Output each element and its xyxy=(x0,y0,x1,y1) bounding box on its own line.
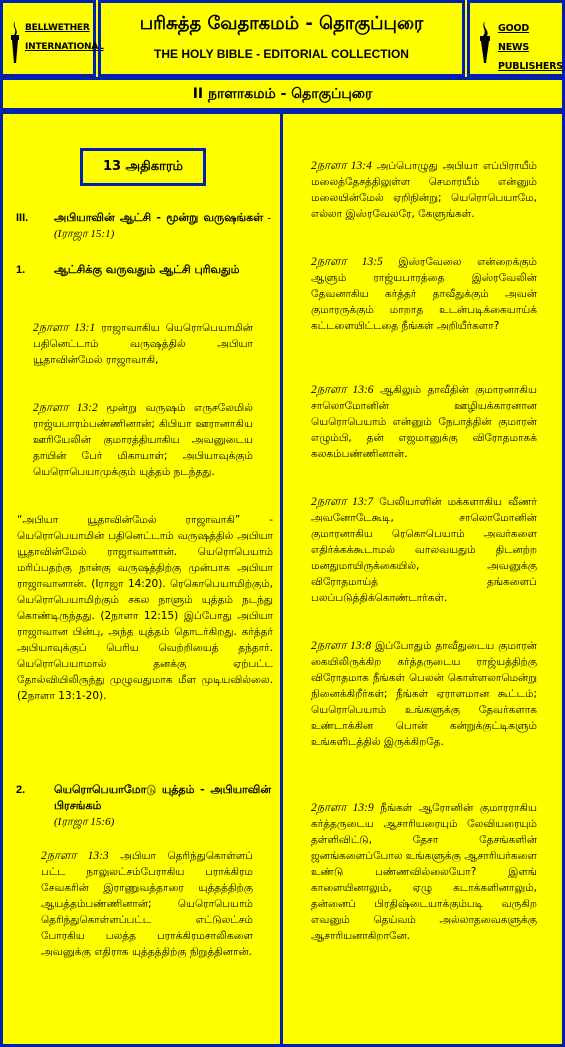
paragraph-text: நீங்கள் ஆரோனின் குமாரராகிய கர்த்தருடைய ஆசாரியரையும் லேவியரையும் தள்ளிவிட்டு, தேசா தேசங்களின் ஜனங்களைப்போல உங்களுக்கு ஆசாரியர்களை உண்டு பண்ணவில்லையோ? இளங் காளையினாலும், ஏழு கடாக்களினாலும், தன்னைப் பிரதிஷ்டையாக்கும்படி வருகிற எவனும் தெய்வம் அல்லாதவைகளுக்கு ஆசாரியனாகிறானே. xyxy=(311,802,537,942)
paragraph-text: அப்பொழுது அபியா எப்பிராயீம் மலைத்தேசத்திலுள்ள செமாரயீம் என்னும் மலையின்மேல் ஏறிநின்று; யெரொபெயாமே, எல்லா இஸ்ரவேலரே, கேளுங்கள். xyxy=(311,160,537,220)
verse-ref: 2நாளா 13:9 xyxy=(311,802,374,814)
bellwether-logo xyxy=(3,15,104,71)
section-number: III. xyxy=(16,212,29,224)
tamil-title: பரிசுத்த வேதாகமம் - தொகுப்புரை xyxy=(139,13,424,34)
subheading-1-text: ஆட்சிக்கு வருவதும் ஆட்சி புரிவதும் xyxy=(54,263,240,276)
logo-right-line2: PUBLISHERS xyxy=(498,61,563,72)
verse-ref: 2நாளா 13:5 xyxy=(311,256,383,268)
book-title: II நாளாகமம் - தொகுப்புரை xyxy=(192,86,373,102)
chapter-label: 13 அதிகாரம் xyxy=(80,148,206,186)
paragraph xyxy=(311,382,537,462)
paragraph xyxy=(33,320,253,368)
paragraph-text: ராஜாவாகிய யெரொபெயாமின் பதினெட்டாம் வருஷத்தில் அபியா யூதாவின்மேல் ராஜாவாகி, xyxy=(33,322,253,366)
paragraph xyxy=(41,848,253,960)
verse-ref: 2நாளா 13:6 xyxy=(311,384,374,396)
section-heading-text: அபியாவின் ஆட்சி - மூன்று வருஷங்கள் xyxy=(54,211,264,224)
verse-ref: 2நாளா 13:4 xyxy=(311,160,372,172)
right-column xyxy=(280,111,565,1047)
torch-icon xyxy=(476,21,494,65)
left-column xyxy=(0,111,283,1047)
logo-left-line1: BELLWETHER xyxy=(25,23,90,33)
subheading-2-text: யெரொபெயாமோடு யுத்தம் - அபியாவின் பிரசங்கம் xyxy=(54,783,271,812)
english-title: THE HOLY BIBLE - EDITORIAL COLLECTION xyxy=(154,47,409,61)
book-title-bar xyxy=(0,77,565,111)
paragraph xyxy=(311,638,537,750)
paragraph-text: இப்போதும் தாவீதுடைய குமாரன் கையிலிருக்கிற கர்த்தருடைய ராஜ்யத்திற்கு விரோதமாக நீங்கள் பெலன் கொள்ளலாமென்று நினைக்கிறீர்கள்; நீங்கள் ஏராளமான கூட்டம்; யெரொபெயாம் உங்களுக்கு தேவர்களாக உண்டாக்கின பொன் கன்றுக்குட்டிகளும் உங்களிடத்தில் இருக்கிறதே. xyxy=(311,640,537,748)
verse-ref: 2நாளா 13:7 xyxy=(311,496,374,508)
verse-ref: 2நாளா 13:1 xyxy=(33,322,96,334)
paragraph-text: “அபியா யூதாவின்மேல் ராஜாவாகி” - யெரொபெயாமின் பதினெட்டாம் வருஷத்தில் அபியா யூதாவின்மேல் ராஜாவானான். யெரொபெயாம் மரிப்பதற்கு நான்கு வருஷத்திற்கு முன்பாக அபியா ராஜாவானான். (Iராஜா 14:20). ரெகொபெயாமிற்கும், யெரொபெயாமிற்கும் சகல நாளும் யுத்தம் நடந்து கொண்டிருந்தது. (2நாளா 12:15) இப்போது அபியா ராஜாவான பின்பு, அந்த யுத்தம் தொடர்கிறது. கர்த்தர் அபியாவுக்குப் பெரிய வெற்றியைத் தந்தார். யெரொபெயாமால் தனக்கு ஏற்பட்ட தோல்வியிலிருந்து முழுவதுமாக மீள முடியவில்லை. (2நாளா 13:1-20). xyxy=(17,514,273,702)
subheading-2-number: 2. xyxy=(16,784,26,796)
paragraph xyxy=(311,800,537,944)
verse-ref: 2நாளா 13:8 xyxy=(311,640,372,652)
commentary-paragraph xyxy=(17,512,273,704)
paragraph-text: ஆகிலும் தாவீதின் குமாரனாகிய சாலொமோனின் ஊழியக்காரனான யெரொபெயாம் என்னும் நேபாத்தின் குமாரன் எழும்பி, தன் எஜமானுக்கு விரோதமாகக் கலகம்பண்ணினான். xyxy=(311,384,537,460)
verse-ref: 2நாளா 13:3 xyxy=(41,850,109,862)
torch-icon xyxy=(9,21,21,65)
paragraph-text: மூன்று வருஷம் எருசலேமில் ராஜ்யபாரம்பண்ணினான்; கிபியா ஊரானாகிய ஊரியேலின் குமாரத்தியாகிய அவனுடைய தாயின் பேர் மிகாயாள்; அபியாவுக்கும் யெரொபெயாமுக்கும் யுத்தம் நடந்தது. xyxy=(33,402,253,478)
subheading-1-number: 1. xyxy=(16,264,26,276)
logo-right-line1: GOOD NEWS xyxy=(498,23,530,53)
paragraph xyxy=(33,400,253,480)
section-heading-cite: - (Iராஜா 15:1) xyxy=(54,212,271,240)
header-left-panel xyxy=(0,0,104,77)
header-title-panel xyxy=(98,0,465,77)
paragraph xyxy=(311,254,537,334)
paragraph-text: அபியா தெரிந்துகொள்ளப் பட்ட நாலுலட்சம்பேராகிய பராக்கிரம சேவகரின் இராணுவத்தாரை யுத்தத்திற்கு ஆயத்தம்பண்ணினான்; யெரொபெயாம் தெரிந்துகொள்ளப்பட்ட எட்டுலட்சம் போரகிய பலத்த பராக்கிரமசாலிகளை அவனுக்கு எதிராக யுத்தத்திற்கு நிறுத்தினான். xyxy=(41,850,253,958)
paragraph-text: இஸ்ரவேலை என்றைக்கும் ஆளும் ராஜ்யபாரத்தை இஸ்ரவேலின் தேவனாகிய கர்த்தர் தாவீதுக்கும் அவன் குமாரருக்கும் மாறாத உடன்படிக்கையாய்க் கட்டளையிட்டதை நீங்கள் அறியீர்களா? xyxy=(311,256,538,332)
logo-left-line2: INTERNATIONAL xyxy=(25,42,104,52)
subheading-2-cite: (Iராஜா 15:6) xyxy=(54,816,115,828)
verse-ref: 2நாளா 13:2 xyxy=(33,402,98,414)
header-right-panel xyxy=(467,0,565,77)
paragraph xyxy=(311,158,537,222)
paragraph xyxy=(311,494,537,606)
paragraph-text: பேலியாளின் மக்களாகிய வீணர் அவனோடேகூடி, சாலொமோனின் குமாரனாகிய ரெகொபெயாம் அவர்களை எதிர்க்கக்கூடாமல் வாலவயதும் திடனற்ற மனதுமாயிருக்கையில், அவனுக்கு விரோதமாய்த் தங்களைப் பலப்படுத்திக்கொண்டார்கள். xyxy=(311,496,537,604)
good-news-logo xyxy=(470,15,563,72)
